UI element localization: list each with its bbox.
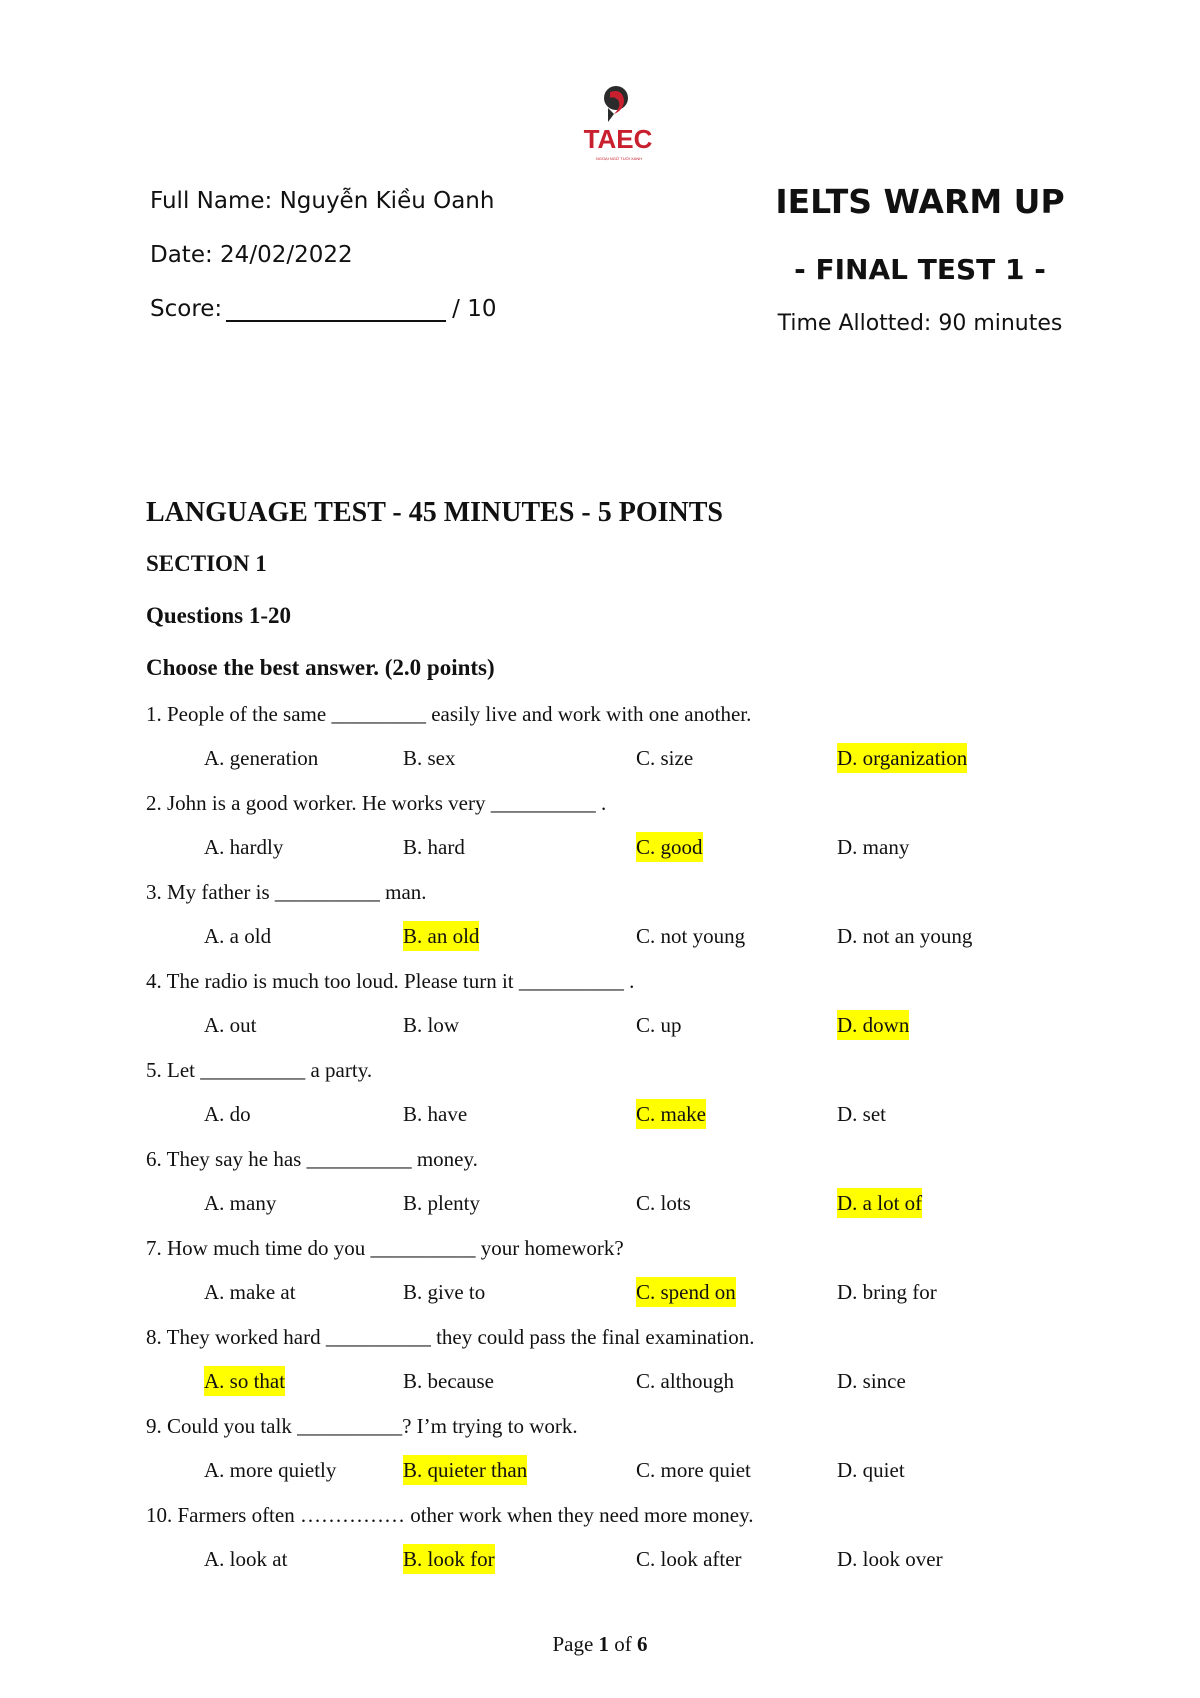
question-text: 4. The radio is much too loud. Please turn it __________ .	[146, 969, 635, 993]
question-text: 3. My father is __________ man.	[146, 880, 427, 904]
answer-options	[146, 1366, 1096, 1411]
section-heading: SECTION 1	[146, 551, 267, 576]
answer-option[interactable]: A. hardly	[204, 835, 284, 859]
answer-option-selected[interactable]: B. an old	[403, 921, 479, 951]
student-info	[150, 182, 497, 344]
answer-option[interactable]: D. bring for	[837, 1280, 937, 1304]
answer-option[interactable]: B. low	[403, 1013, 460, 1037]
test-content	[146, 496, 1096, 1589]
answer-option[interactable]: A. do	[204, 1102, 251, 1126]
answer-option-selected[interactable]: D. organization	[837, 743, 967, 773]
answer-option-selected[interactable]: D. down	[837, 1010, 909, 1040]
answer-option[interactable]: D. set	[837, 1102, 886, 1126]
answer-option-selected[interactable]: B. look for	[403, 1544, 495, 1574]
logo-mark-icon	[578, 84, 658, 128]
answer-option[interactable]: A. many	[204, 1191, 277, 1215]
question-text: 1. People of the same _________ easily live and work with one another.	[146, 702, 752, 726]
answer-option[interactable]: C. look after	[636, 1547, 742, 1571]
test-title-block	[730, 180, 1110, 340]
answer-option[interactable]: B. because	[403, 1369, 494, 1393]
question-text: 5. Let __________ a party.	[146, 1058, 373, 1082]
answer-option[interactable]: B. plenty	[403, 1191, 480, 1215]
answer-options	[146, 1010, 1096, 1055]
score-label: Score:	[150, 296, 223, 322]
answer-option[interactable]: D. quiet	[837, 1458, 905, 1482]
answer-option[interactable]: A. look at	[204, 1547, 288, 1571]
date-label: Date:	[150, 242, 213, 268]
full-name-row	[150, 182, 497, 236]
answer-option-selected[interactable]: D. a lot of	[837, 1188, 922, 1218]
answer-option[interactable]: C. up	[636, 1013, 682, 1037]
answer-option-selected[interactable]: B. quieter than	[403, 1455, 527, 1485]
answer-option[interactable]: C. not young	[636, 924, 746, 948]
test-heading: LANGUAGE TEST - 45 MINUTES - 5 POINTS	[146, 497, 723, 528]
test-title: IELTS WARM UP	[775, 182, 1065, 221]
score-total: / 10	[452, 296, 497, 322]
answer-option[interactable]: A. more quietly	[204, 1458, 337, 1482]
date-row	[150, 236, 497, 290]
answer-options	[146, 1188, 1096, 1233]
of-word: of	[614, 1632, 632, 1656]
date-value: 24/02/2022	[220, 242, 353, 268]
question-text: 8. They worked hard __________ they could pass the final examination.	[146, 1325, 755, 1349]
logo-subtext: NGOẠI NGỮ TUỔI XANH	[595, 156, 643, 161]
answer-options	[146, 1455, 1096, 1500]
logo-text: TAEC	[583, 124, 653, 154]
page-current: 1	[598, 1632, 610, 1656]
answer-options	[146, 1544, 1096, 1589]
answer-options	[146, 743, 1096, 788]
answer-option[interactable]: A. out	[204, 1013, 257, 1037]
answer-option[interactable]: B. give to	[403, 1280, 486, 1304]
score-row	[150, 290, 497, 344]
answer-option-selected[interactable]: C. spend on	[636, 1277, 736, 1307]
answer-options	[146, 832, 1096, 877]
question-text: 10. Farmers often …………… other work when they need more money.	[146, 1503, 754, 1527]
page-word: Page	[552, 1632, 594, 1656]
question-list	[146, 699, 1096, 1589]
answer-option[interactable]: D. not an young	[837, 924, 973, 948]
answer-option[interactable]: C. although	[636, 1369, 734, 1393]
question-text: 6. They say he has __________ money.	[146, 1147, 478, 1171]
answer-option[interactable]: B. sex	[403, 746, 456, 770]
answer-option[interactable]: D. many	[837, 835, 910, 859]
answer-option-selected[interactable]: C. make	[636, 1099, 706, 1129]
answer-option[interactable]: A. generation	[204, 746, 319, 770]
questions-range: Questions 1-20	[146, 603, 292, 628]
time-allotted: Time Allotted: 90 minutes	[777, 311, 1063, 336]
answer-options	[146, 1099, 1096, 1144]
instruction: Choose the best answer. (2.0 points)	[146, 655, 495, 680]
question-text: 2. John is a good worker. He works very __________ .	[146, 791, 607, 815]
full-name-label: Full Name:	[150, 188, 273, 214]
answer-option[interactable]: B. have	[403, 1102, 468, 1126]
full-name-value: Nguyễn Kiều Oanh	[279, 188, 495, 214]
answer-options	[146, 1277, 1096, 1322]
score-blank	[226, 294, 446, 322]
answer-option[interactable]: A. make at	[204, 1280, 296, 1304]
answer-option[interactable]: A. a old	[204, 924, 272, 948]
page-footer	[0, 1632, 1200, 1657]
question-text: 7. How much time do you __________ your homework?	[146, 1236, 624, 1260]
question-text: 9. Could you talk __________? I’m trying to work.	[146, 1414, 578, 1438]
page-total: 6	[637, 1632, 648, 1656]
answer-option[interactable]: D. look over	[837, 1547, 943, 1571]
answer-option[interactable]: B. hard	[403, 835, 465, 859]
test-subtitle: - FINAL TEST 1 -	[794, 253, 1046, 286]
answer-option[interactable]: C. more quiet	[636, 1458, 751, 1482]
taec-logo	[578, 84, 658, 166]
answer-option-selected[interactable]: A. so that	[204, 1366, 285, 1396]
answer-option[interactable]: C. lots	[636, 1191, 691, 1215]
answer-option[interactable]: C. size	[636, 746, 694, 770]
answer-options	[146, 921, 1096, 966]
answer-option-selected[interactable]: C. good	[636, 832, 703, 862]
answer-option[interactable]: D. since	[837, 1369, 906, 1393]
